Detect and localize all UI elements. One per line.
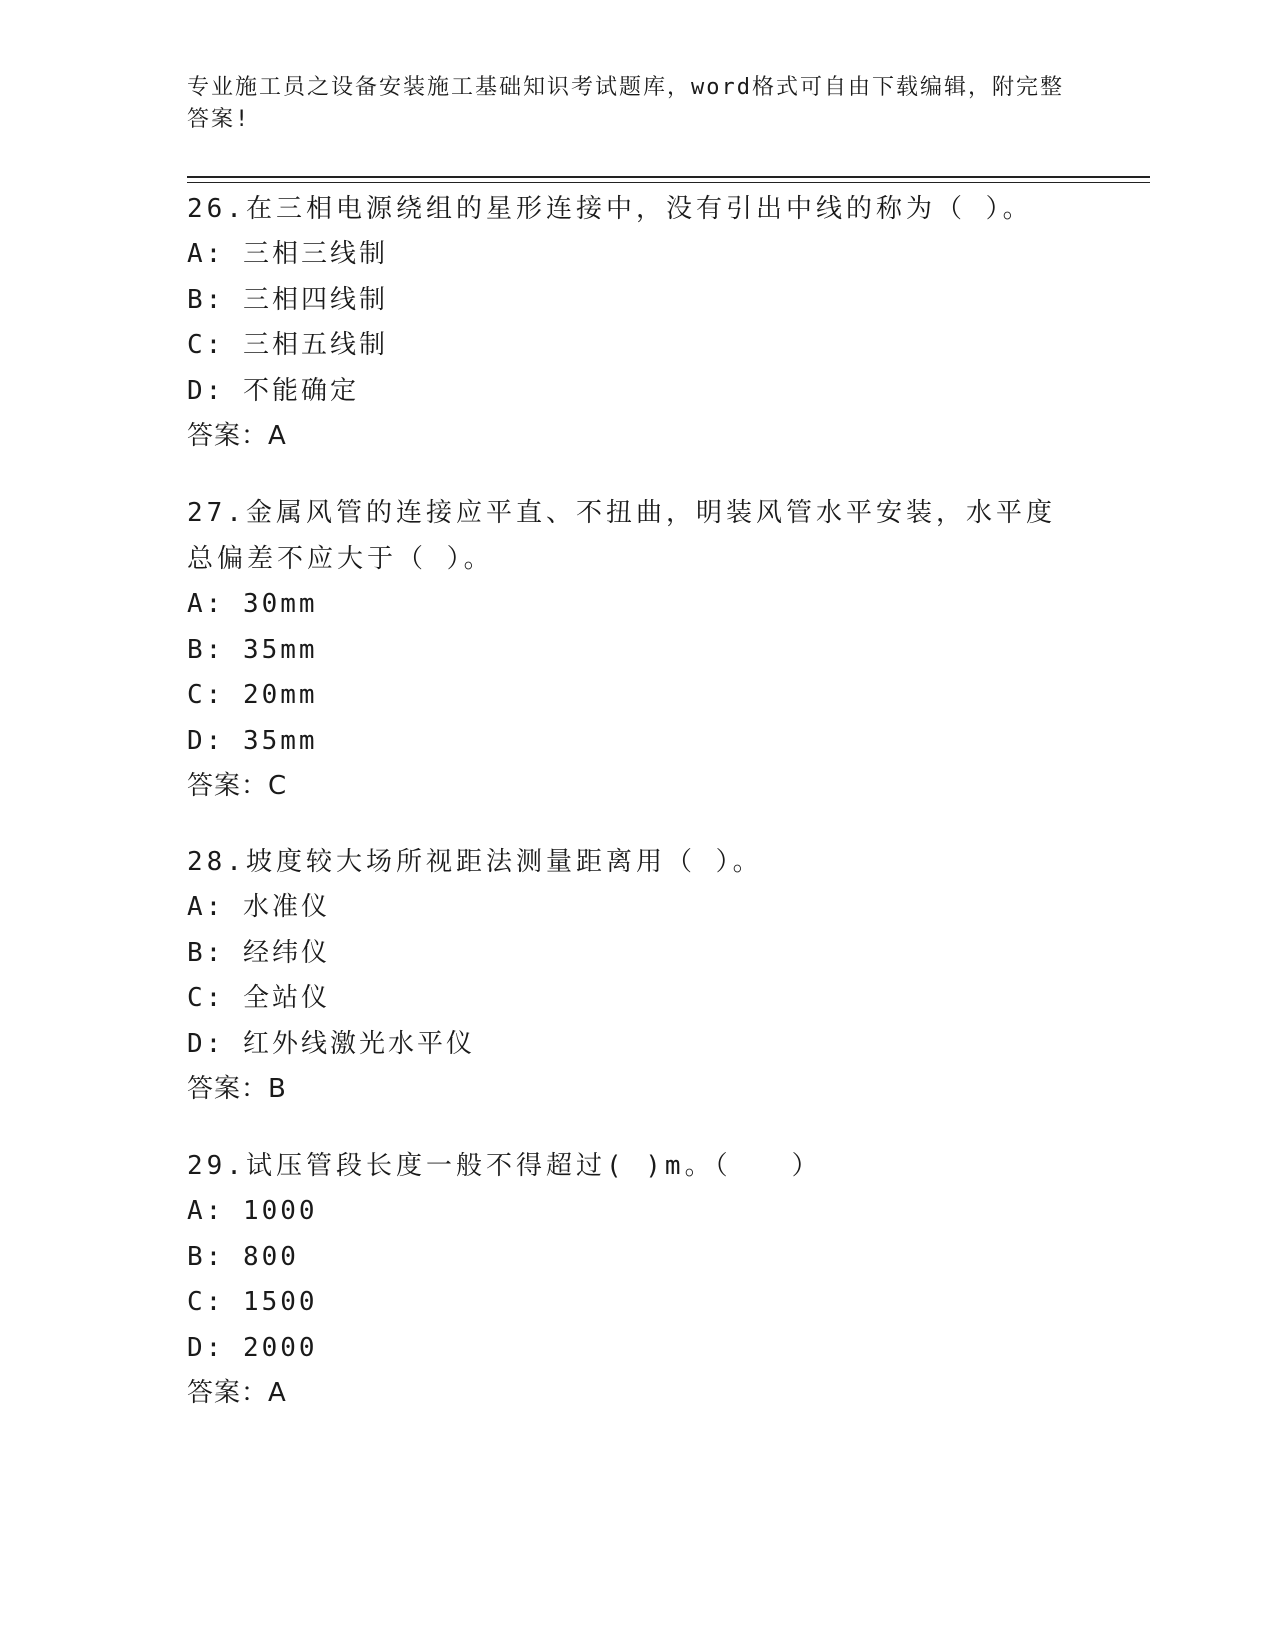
option-b: B: 800	[187, 1241, 299, 1272]
option-c: C: 20mm	[187, 680, 318, 710]
option-b: B: 35mm	[187, 634, 318, 665]
option-a: A: 1000	[187, 1196, 318, 1226]
answer-label: 答案：A	[187, 1378, 287, 1408]
document-header: 专业施工员之设备安装施工基础知识考试题库，word格式可自由下载编辑，附完整答案!	[187, 75, 1064, 132]
option-b: B: 三相四线制	[187, 284, 388, 315]
header-divider-thick	[187, 176, 1150, 178]
option-c: C: 全站仪	[187, 983, 330, 1013]
question-26	[187, 186, 1087, 460]
option-a: A: 水准仪	[187, 892, 330, 922]
question-28	[187, 839, 1087, 1113]
question-27	[187, 490, 1087, 810]
option-a: A: 30mm	[187, 589, 318, 619]
question-29	[187, 1143, 1087, 1417]
question-text: 26.在三相电源绕组的星形连接中，没有引出中线的称为（ ）。	[187, 194, 1033, 224]
answer-label: 答案：C	[187, 771, 288, 801]
option-d: D: 红外线激光水平仪	[187, 1028, 475, 1059]
option-c: C: 三相五线制	[187, 330, 388, 360]
question-text: 28.坡度较大场所视距法测量距离用（ ）。	[187, 847, 763, 877]
question-text: 27.金属风管的连接应平直、不扭曲，明装风管水平安装，水平度总偏差不应大于（ ）。	[187, 498, 1056, 574]
option-b: B: 经纬仪	[187, 937, 330, 968]
option-d: D: 不能确定	[187, 375, 359, 406]
header-divider-thin	[187, 182, 1150, 183]
option-d: D: 2000	[187, 1332, 318, 1363]
answer-label: 答案：B	[187, 1074, 287, 1104]
option-a: A: 三相三线制	[187, 239, 388, 269]
option-c: C: 1500	[187, 1287, 318, 1317]
answer-label: 答案：A	[187, 421, 287, 451]
option-d: D: 35mm	[187, 725, 318, 756]
question-text: 29.试压管段长度一般不得超过( )m。（ ）	[187, 1151, 822, 1181]
